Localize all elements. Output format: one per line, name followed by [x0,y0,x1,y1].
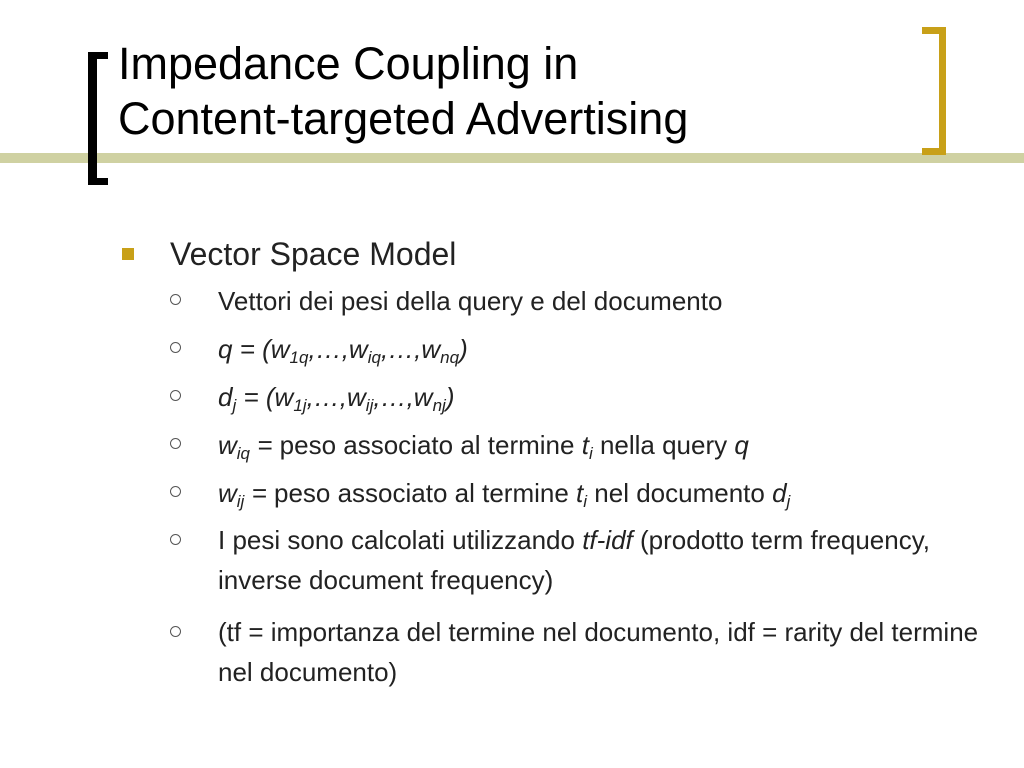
ring-bullet-icon [170,438,181,449]
sub-bullet-tf-idf-explanation [118,612,998,692]
slide-title [118,36,908,146]
ring-bullet-icon [170,534,181,545]
wij-definition-text: $w_{ij}$ = peso associato al termine $t_i$ nel documento $d_j$ [218,478,791,511]
right-bracket-decoration [922,27,946,155]
left-bracket-decoration [88,52,108,185]
sub-bullet-list [118,280,998,692]
square-bullet-icon [122,248,134,260]
ring-bullet-icon [170,626,181,637]
bullet-text: Vector Space Model [170,236,457,272]
sub-bullet-weights [118,280,998,322]
ring-bullet-icon [170,342,181,353]
tfidf-text: I pesi sono calcolati utilizzando tf-idf (prodotto term frequency, inverse document frequency) [218,525,930,595]
query-vector-formula: $q = (w_{1q},\dots,w_{iq},\dots,w_{nq})$ [218,334,468,367]
ring-bullet-icon [170,486,181,497]
document-vector-formula: $d_j$ = $(w_{1j},\dots,w_{ij},\dots,w_{nj})$ [218,382,455,415]
sub-bullet-tfidf [118,520,998,600]
ring-bullet-icon [170,390,181,401]
wiq-definition-text: $w_{iq}$ = peso associato al termine $t_i$ nella query q [218,430,749,463]
sub-bullet-text: Vettori dei pesi della query e del documento [218,286,723,316]
title-line-1: Impedance Coupling in [118,38,579,89]
bullet-vector-space-model [118,228,998,280]
slide-body [118,228,998,704]
sub-bullet-document-vector [118,376,998,418]
sub-bullet-query-vector [118,328,998,370]
title-band [0,153,1024,163]
sub-bullet-wij-definition [118,472,998,514]
sub-bullet-wiq-definition [118,424,998,466]
title-line-2: Content-targeted Advertising [118,93,689,144]
ring-bullet-icon [170,294,181,305]
tf-idf-explanation-text: (tf = importanza del termine nel documento, idf = rarity del termine nel documento) [218,617,979,687]
